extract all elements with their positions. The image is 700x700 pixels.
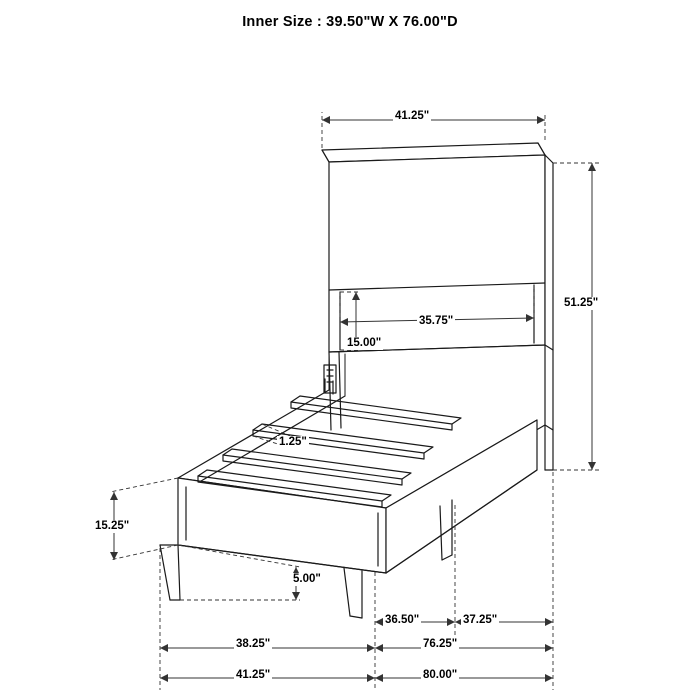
dim-panel-width: 35.75" [419,315,454,327]
dim-mid-depth: 36.50" [385,614,420,626]
dim-side-rail-depth: 38.25" [236,638,271,650]
dim-slat-thickness: 1.25" [279,436,307,448]
dim-footboard-width: 41.25" [236,669,271,681]
dim-headboard-width: 41.25" [395,110,430,122]
dim-leg-height: 5.00" [293,573,321,585]
page-title: Inner Size : 39.50"W X 76.00"D [242,14,458,30]
dim-rail-height: 15.25" [95,520,130,532]
dim-rear-depth: 37.25" [463,614,498,626]
dim-overall-height: 51.25" [564,297,599,309]
dim-panel-height: 15.00" [347,337,382,349]
dim-bed-depth: 76.25" [423,638,458,650]
dim-overall-depth: 80.00" [423,669,458,681]
